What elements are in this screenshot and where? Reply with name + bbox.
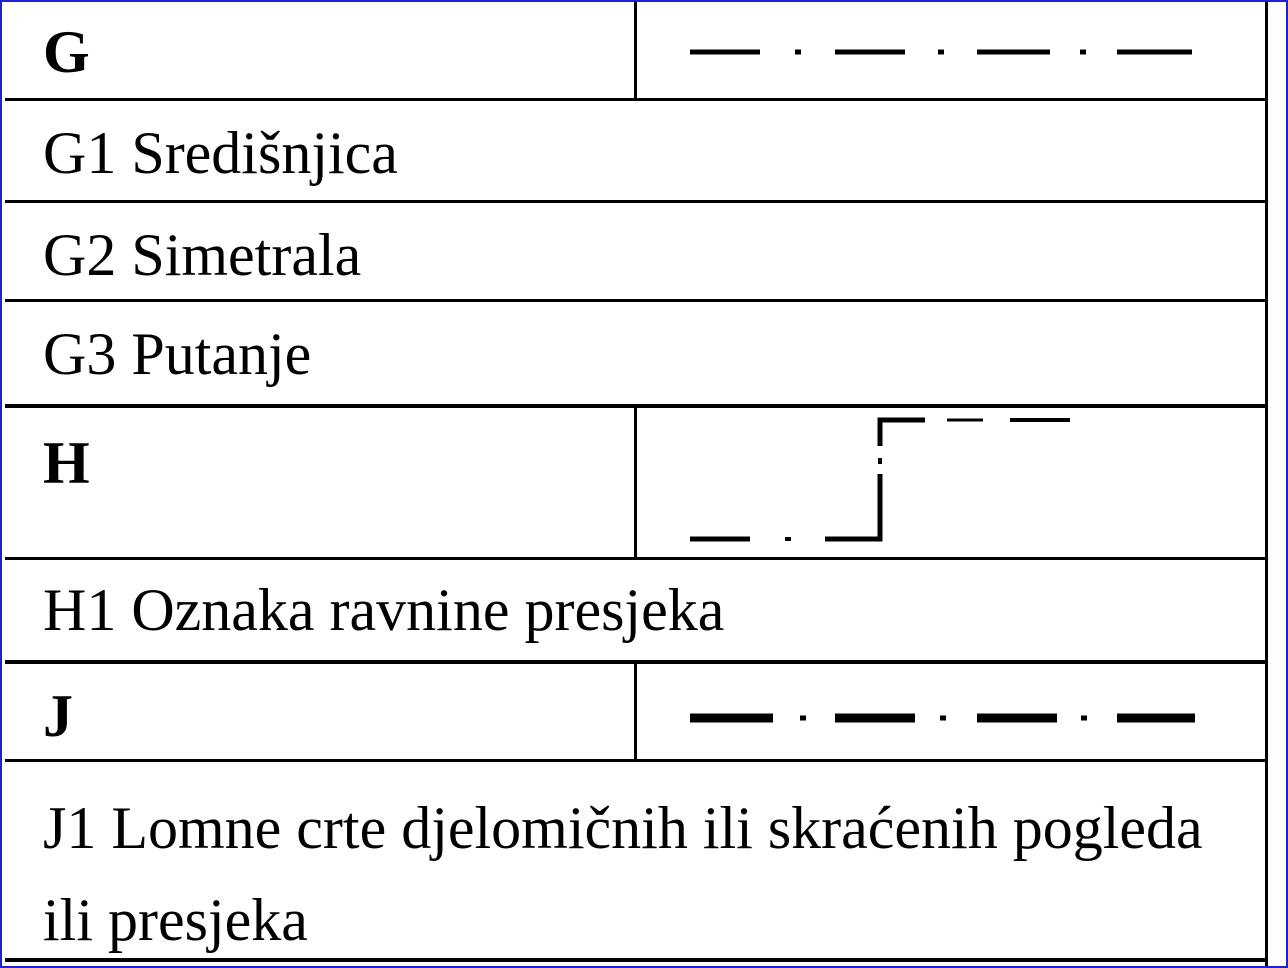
- table-right-border: [1265, 2, 1268, 966]
- group-code: G: [43, 19, 90, 85]
- table-row: [5, 101, 1268, 203]
- line-description: G2 Simetrala: [43, 222, 362, 288]
- table-row-g-header: [5, 2, 1268, 101]
- thin-chain-line-sample: [685, 32, 1205, 72]
- group-code: J: [43, 683, 73, 749]
- thick-chain-line-sample: [685, 698, 1205, 738]
- code-cell: [5, 408, 637, 557]
- line-description: G1 Središnjica: [43, 120, 398, 186]
- table-row: [5, 762, 1268, 962]
- table-row-j-header: [5, 664, 1268, 762]
- table-row: [5, 203, 1268, 302]
- group-code: H: [43, 430, 90, 496]
- code-cell: [5, 664, 637, 759]
- table-row: [5, 560, 1268, 664]
- line-description: H1 Oznaka ravnine presjeka: [43, 577, 725, 643]
- line-description: G3 Putanje: [43, 321, 312, 387]
- section-plane-line-sample: [685, 414, 1085, 554]
- line-description: J1 Lomne crte djelomičnih ili skraćenih pogleda ili presjeka: [43, 795, 1203, 953]
- table-row: [5, 302, 1268, 408]
- code-cell: [5, 2, 637, 98]
- table-row-h-header: [5, 408, 1268, 560]
